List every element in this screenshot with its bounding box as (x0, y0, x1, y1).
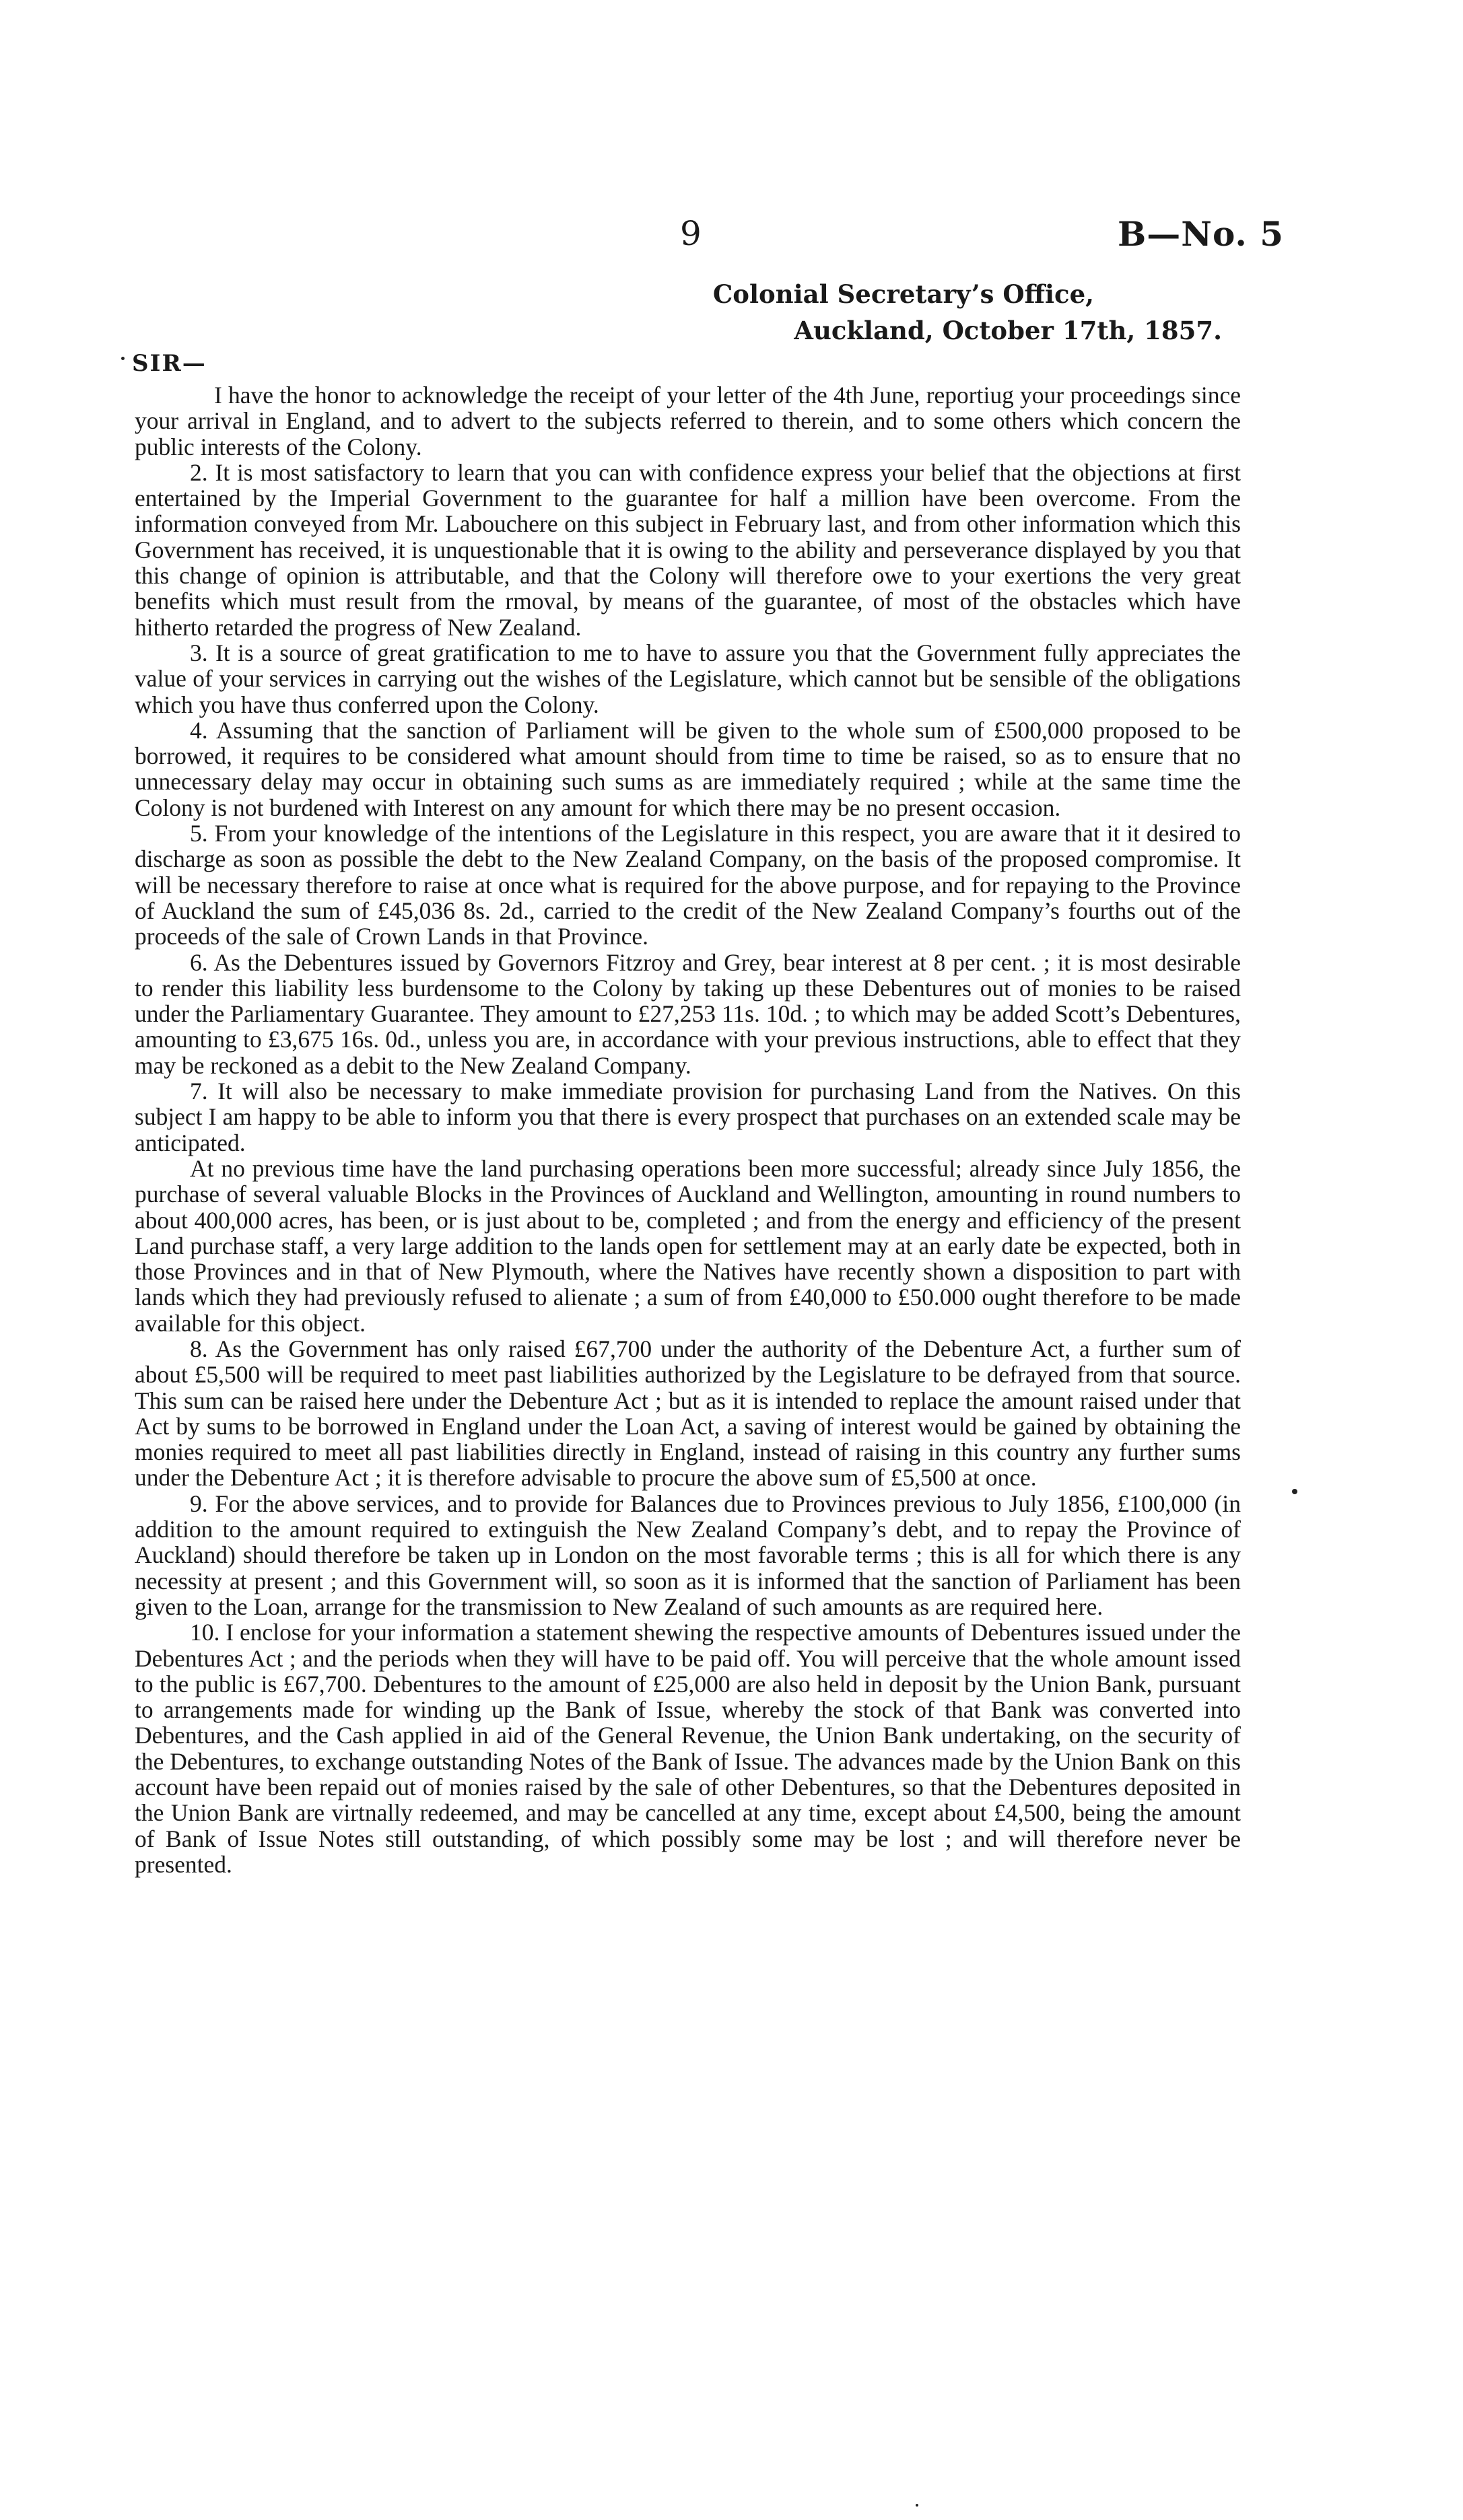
paragraph-6: 6. As the Debentures issued by Governors Fitzroy and Grey, bear interest at 8 per cent. ; it is most desirable to render this liability less burdensome to the Colony by taking up these Debentures out of monies to be raised under the Parliamentary Guarantee. They amount to £27,253 11s. 10d. ; to which may be added Scott’s Debentures, amounting to £3,675 16s. 0d., unless you are, in accordance with your previous instructions, able to effect that they may be reckoned as a debit to the New Zealand Company. (135, 948, 1241, 1079)
document-reference: B—No. 5 (1118, 214, 1285, 254)
paragraph-10: 10. I enclose for your information a statement shewing the respective amounts of Debentures issued under the Debentures Act ; and the periods when they will have to be paid off. You will perceive that the whole amount issed to the public is £67,700. Debentures to the amount of £25,000 are also held in deposit by the Union Bank, pursuant to arrangements made for winding up the Bank of Issue, whereby the stock of that Bank was converted into Debentures, and the Cash applied in aid of the General Revenue, the Union Bank undertaking, on the security of the Debentures, to exchange outstanding Notes of the Bank of Issue. The advances made by the Union Bank on this account have been repaid out of monies raised by the sale of other Debentures, so that the Debentures deposited in the Union Bank are virtnally redeemed, and may be cancelled at any time, except about £4,500, being the amount of Bank of Issue Notes still outstanding, of which possibly some may be lost ; and will therefore never be presented. (135, 1619, 1241, 1878)
margin-speck (121, 357, 125, 360)
sender-office: Colonial Secretary’s Office, (712, 279, 1094, 309)
letter-body (135, 382, 1241, 1877)
paragraph-7: 7. It will also be necessary to make immediate provision for purchasing Land from the Natives. On this subject I am happy to be able to inform you that there is every prospect that purchases on an extended scale may be anticipated. (135, 1078, 1241, 1156)
salutation: SIR— (132, 350, 207, 377)
page-number: 9 (680, 214, 702, 253)
sender-place-date: Auckland, October 17th, 1857. (794, 316, 1222, 345)
paragraph-2: 2. It is most satisfactory to learn that you can with confidence express your belief that the objections at first entertained by the Imperial Government to the guarantee for half a million have been overcome. From the information conveyed from Mr. Labouchere on this subject in February last, and from other information which this Government has received, it is unquestionable that it is owing to the ability and perseverance displayed by you that this change of opinion is attributable, and that the Colony will therefore owe to your exertions the very great benefits which must result from the rmoval, by means of the guarantee, of most of the obstacles which have hitherto retarded the progress of New Zealand. (135, 458, 1241, 641)
paragraph-7-continued: At no previous time have the land purchasing operations been more successful; already since July 1856, the purchase of several valuable Blocks in the Provinces of Auckland and Wellington, amounting in round numbers to about 400,000 acres, has been, or is just about to be, completed ; and from the energy and efficiency of the present Land purchase staff, a very large addition to the lands open for settlement may at an early date be expected, both in those Provinces and in that of New Plymouth, where the Natives have recently shown a disposition to part with lands which they had previously refused to alienate ; a sum of from £40,000 to £50.000 ought therefore to be made available for this object. (135, 1154, 1241, 1337)
paragraph-9: 9. For the above services, and to provide for Balances due to Provinces previous to July 1856, £100,000 (in addition to the amount required to extinguish the New Zealand Company’s debt, and to repay the Province of Auckland) should therefore be taken up in London on the most favorable terms ; this is all for which there is any necessity at present ; and this Government will, so soon as it is informed that the sanction of Parliament has been given to the Loan, arrange for the transmission to New Zealand of such amounts as are required here. (135, 1490, 1241, 1620)
sender-address (0, 276, 1222, 349)
paragraph-8: 8. As the Government has only raised £67,700 under the authority of the Debenture Act, a further sum of about £5,500 will be required to meet past liabilities authorized by the Legislature to be defrayed from that source. This sum can be raised here under the Debenture Act ; but as it is intended to replace the amount raised under that Act by sums to be borrowed in England under the Loan Act, a saving of interest would be gained by obtaining the monies required to meet all past liabilities directly in England, instead of raising in this country any further sums under the Debenture Act ; it is therefore advisable to procure the above sum of £5,500 at once. (135, 1335, 1241, 1492)
paragraph-3: 3. It is a source of great gratification to me to have to assure you that the Government fully appreciates the value of your services in carrying out the wishes of the Legislature, which cannot but be sensible of the obligations which you have thus conferred upon the Colony. (135, 639, 1241, 718)
paragraph-1: I have the honor to acknowledge the receipt of your letter of the 4th June, reportiug your proceedings since your arrival in England, and to advert to the subjects referred to therein, and to some others which concern the public interests of the Colony. (135, 382, 1241, 460)
margin-speck (916, 2504, 918, 2507)
paragraph-4: 4. Assuming that the sanction of Parliament will be given to the whole sum of £500,000 proposed to be borrowed, it requires to be considered what amount should from time to time be raised, so as to ensure that no unnecessary delay may occur in obtaining such sums as are immediately required ; while at the same time the Colony is not burdened with Interest on any amount for which there may be no present occasion. (135, 716, 1241, 821)
margin-speck (1292, 1489, 1297, 1494)
paragraph-5: 5. From your knowledge of the intentions of the Legislature in this respect, you are aware that it it desired to discharge as soon as possible the debt to the New Zealand Company, on the basis of the proposed compromise. It will be necessary therefore to raise at once what is required for the above purpose, and for repaying to the Province of Auckland the sum of £45,036 8s. 2d., carried to the credit of the New Zealand Company’s fourths out of the proceeds of the sale of Crown Lands in that Province. (135, 820, 1241, 950)
